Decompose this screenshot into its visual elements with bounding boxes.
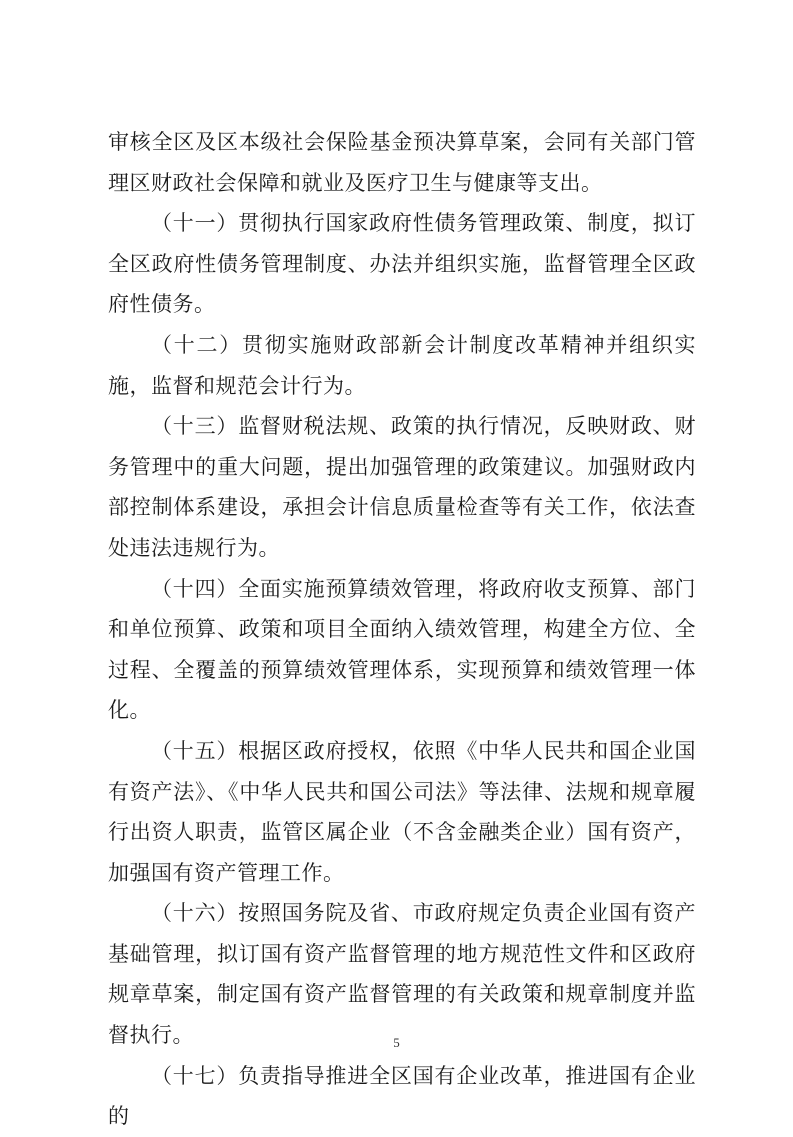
paragraph-item-13: （十三）监督财税法规、政策的执行情况，反映财政、财务管理中的重大问题，提出加强管理的政策建议。加强财政内部控制体系建设，承担会计信息质量检查等有关工作，依法查处违法违规行为。 (108, 414, 696, 560)
paragraph-continuation: 审核全区及区本级社会保险基金预决算草案，会同有关部门管理区财政社会保障和就业及医疗卫生与健康等支出。 (108, 130, 696, 195)
paragraph-item-16: （十六）按照国务院及省、市政府规定负责企业国有资产基础管理，拟订国有资产监督管理的地方规范性文件和区政府规章草案，制定国有资产监督管理的有关政策和规章制度并监督执行。 (108, 901, 696, 1048)
paragraph-item-11: （十一）贯彻执行国家政府性债务管理政策、制度，拟订全区政府性债务管理制度、办法并组织实施，监督管理全区政府性债务。 (108, 211, 696, 317)
paragraph-item-12: （十二）贯彻实施财政部新会计制度改革精神并组织实施，监督和规范会计行为。 (108, 332, 696, 398)
paragraph-item-14: （十四）全面实施预算绩效管理，将政府收支预算、部门和单位预算、政策和项目全面纳入绩效管理，构建全方位、全过程、全覆盖的预算绩效管理体系，实现预算和绩效管理一体化。 (108, 576, 696, 723)
paragraph-item-17: （十七）负责指导推进全区国有企业改革，推进国有企业的 (108, 1063, 696, 1129)
document-body (108, 122, 696, 1137)
page-number: 5 (393, 1035, 400, 1050)
paragraph-item-15: （十五）根据区政府授权，依照《中华人民共和国企业国有资产法》、《中华人民共和国公司法》等法律、法规和规章履行出资人职责，监管区属企业（不含金融类企业）国有资产，加强国有资产管理工作。 (108, 738, 696, 885)
